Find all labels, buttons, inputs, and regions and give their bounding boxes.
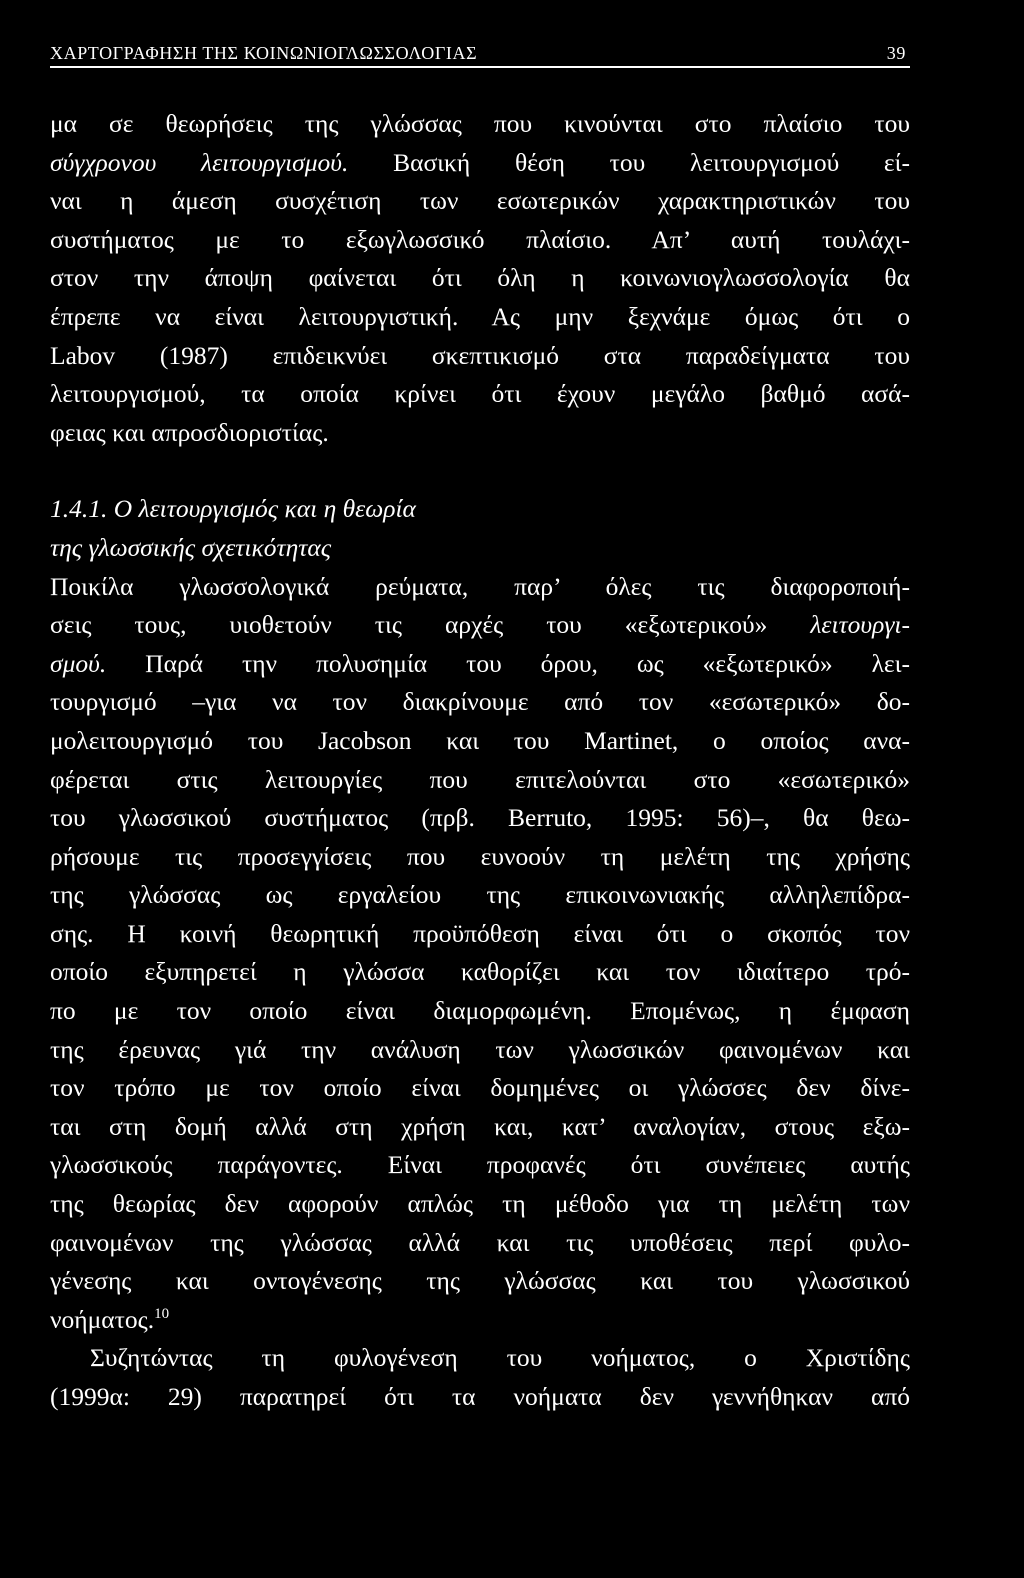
text-line: Συζητώντας τη φυλογένεση του νοήματος, ο Χριστίδης <box>90 1343 910 1373</box>
text-line <box>50 1301 910 1340</box>
footnote-reference[interactable]: 10 <box>154 1305 170 1322</box>
italic-term: σύγχρονου λειτουργισμού. <box>50 147 349 177</box>
text-line: τον τρόπο με τον οποίο είναι δομημένες οι γλώσσες δεν δίνε- <box>50 1073 910 1103</box>
book-page <box>50 40 910 1417</box>
text-line: οποίο εξυπηρετεί η γλώσσα καθορίζει και τον ιδιαίτερο τρό- <box>50 957 910 987</box>
section-heading-line: 1.4.1. Ο λειτουργισμός και η θεωρία <box>50 494 416 524</box>
text-line: ται στη δομή αλλά στη χρήση και, κατ’ αναλογίαν, στους εξω- <box>50 1111 910 1141</box>
text-line: φειας και απροσδιοριστίας. <box>50 417 329 447</box>
text-span: σεις τους, υιοθετούν τις αρχές του «εξωτερικού» <box>50 610 811 640</box>
text-line: γλωσσικούς παράγοντες. Είναι προφανές ότι συνέπειες αυτής <box>50 1150 910 1180</box>
text-span: Βασική θέση του λειτουργισμού εί- <box>348 147 910 177</box>
section-heading-line: της γλωσσικής σχετικότητας <box>50 532 332 562</box>
section-heading <box>50 490 910 567</box>
paragraph-functionalism-intro <box>50 105 910 452</box>
body-text <box>50 105 910 1417</box>
text-line: του γλωσσικού συστήματος (πρβ. Berruto, 1995: 56)–, θα θεω- <box>50 803 910 833</box>
italic-term: σμού. <box>50 648 107 678</box>
text-line: έπρεπε να είναι λειτουργιστική. Ας μην ξεχνάμε όμως ότι ο <box>50 301 910 331</box>
text-line: στον την άποψη φαίνεται ότι όλη η κοινωνιογλωσσολογία θα <box>50 263 910 293</box>
paragraph-external-functionalism <box>50 568 910 1340</box>
italic-term: λειτουργι- <box>810 610 910 640</box>
text-line: Labov (1987) επιδεικνύει σκεπτικισμό στα παραδείγματα του <box>50 340 910 370</box>
text-line: της έρευνας γιά την ανάλυση των γλωσσικών φαινομένων και <box>50 1034 910 1064</box>
text-line: φέρεται στις λειτουργίες που επιτελούνται στο «εσωτερικό» <box>50 764 910 794</box>
text-line: συστήματος με το εξωγλωσσικό πλαίσιο. Απ’ αυτή τουλάχι- <box>50 224 910 254</box>
text-line: φαινομένων της γλώσσας αλλά και τις υποθέσεις περί φυλο- <box>50 1227 910 1257</box>
text-line: Ποικίλα γλωσσολογικά ρεύματα, παρ’ όλες τις διαφοροποιή- <box>50 571 910 601</box>
text-line: λειτουργισμού, τα οποία κρίνει ότι έχουν μεγάλο βαθμό ασά- <box>50 379 910 409</box>
section-spacer <box>50 452 910 490</box>
text-line: (1999α: 29) παρατηρεί ότι τα νοήματα δεν γεννήθηκαν από <box>50 1382 910 1411</box>
text-line: ναι η άμεση συσχέτιση των εσωτερικών χαρακτηριστικών του <box>50 186 910 216</box>
paragraph-phylogenesis <box>50 1339 910 1416</box>
text-line: της θεωρίας δεν αφορούν απλώς τη μέθοδο για τη μελέτη των <box>50 1189 910 1219</box>
running-title: ΧΑΡΤΟΓΡΑΦΗΣΗ ΤΗΣ ΚΟΙΝΩΝΙΟΓΛΩΣΣΟΛΟΓΙΑΣ <box>50 43 478 63</box>
page-number: 39 <box>886 43 906 63</box>
text-line: πο με τον οποίο είναι διαμορφωμένη. Επομένως, η έμφαση <box>50 996 910 1026</box>
text-line <box>50 606 910 645</box>
text-span: νοήματος. <box>50 1304 155 1334</box>
text-line: γένεσης και οντογένεσης της γλώσσας και του γλωσσικού <box>50 1266 910 1296</box>
text-line: της γλώσσας ως εργαλείου της επικοινωνιακής αλληλεπίδρα- <box>50 880 910 910</box>
text-line: σης. Η κοινή θεωρητική προϋπόθεση είναι ότι ο σκοπός τον <box>50 918 910 948</box>
text-span: Παρά την πολυσημία του όρου, ως «εξωτερικό» λει- <box>106 648 910 678</box>
text-line: μολειτουργισμό του Jacobson και του Martinet, ο οποίος ανα- <box>50 725 910 755</box>
text-line: τουργισμό –για να τον διακρίνουμε από τον «εσωτερικό» δο- <box>50 687 910 717</box>
running-header <box>50 40 910 68</box>
text-line <box>50 645 910 684</box>
text-line: μα σε θεωρήσεις της γλώσσας που κινούνται στο πλαίσιο του <box>50 109 910 138</box>
text-line <box>50 144 910 183</box>
text-line: ρήσουμε τις προσεγγίσεις που ευνοούν τη μελέτη της χρήσης <box>50 841 910 871</box>
